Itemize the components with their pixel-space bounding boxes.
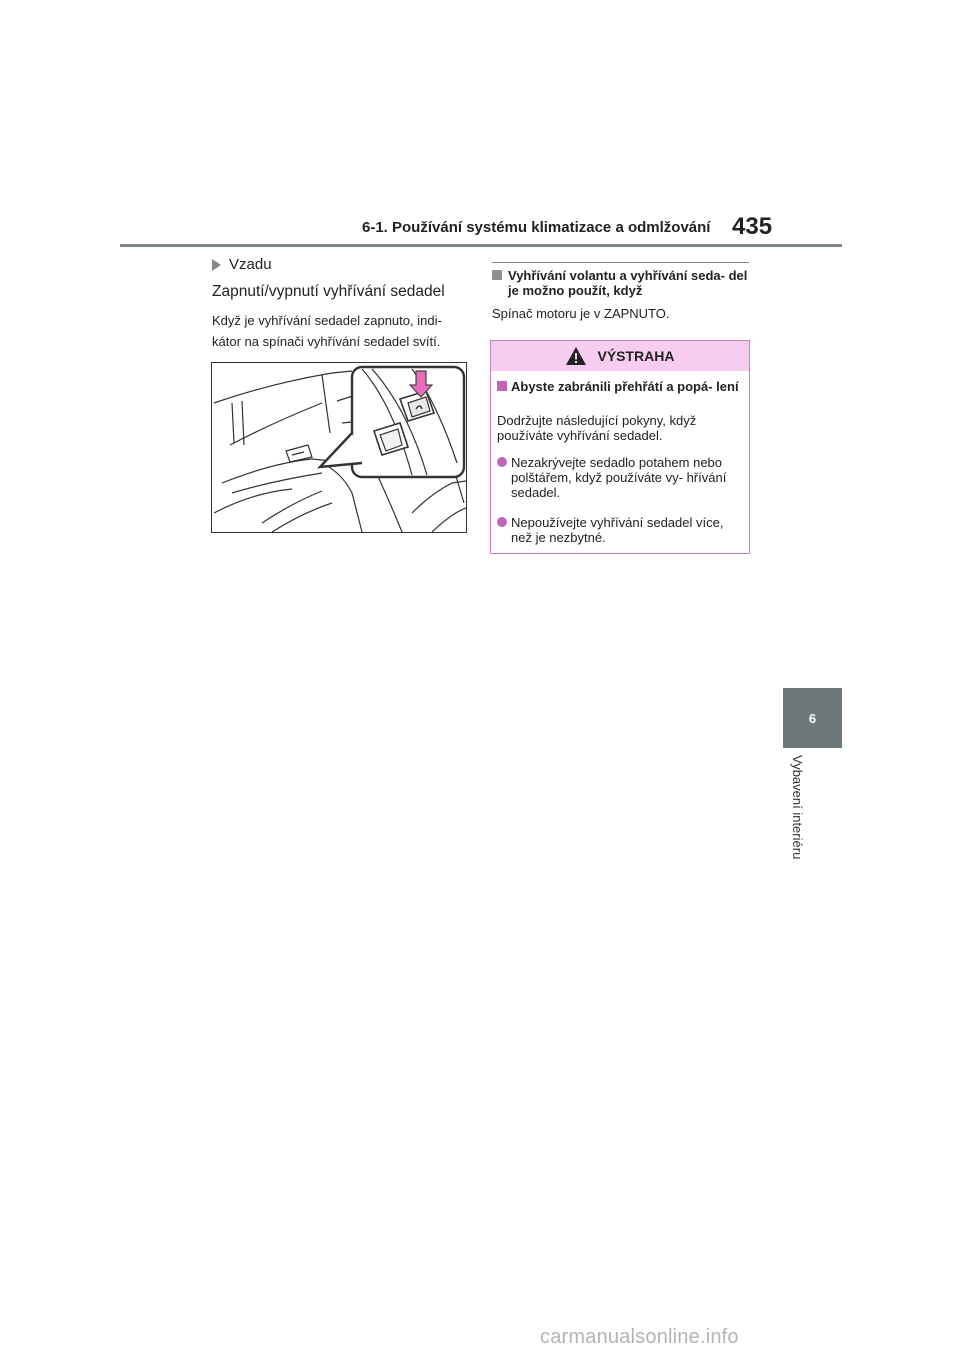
subheading	[212, 256, 272, 273]
warning-triangle-icon	[565, 346, 587, 366]
round-bullet-icon	[497, 517, 507, 527]
chapter-number: 6	[808, 710, 817, 726]
condition-divider	[492, 262, 749, 263]
round-bullet-icon	[497, 457, 507, 467]
condition-heading	[492, 268, 752, 298]
warning-body: Dodržujte následující pokyny, když používáte vyhřívání sedadel.	[497, 413, 697, 443]
square-bullet-icon	[492, 270, 502, 280]
triangle-bullet-icon	[212, 259, 221, 271]
warning-header	[491, 341, 749, 371]
warning-bullet	[497, 515, 741, 545]
warning-subheading-text: Abyste zabránili přehřátí a popá- lení	[511, 379, 739, 394]
condition-heading-text: Vyhřívání volantu a vyhřívání seda- del je možno použít, když	[508, 268, 748, 298]
subheading-text: Vzadu	[229, 256, 272, 273]
chapter-title: Vybavení interiéru	[790, 755, 805, 860]
body-paragraph: Když je vyhřívání sedadel zapnuto, indi- kátor na spínači vyhřívání sedadel svítí.	[212, 313, 442, 349]
rear-seat-heater-switch-illustration-icon	[212, 363, 466, 532]
watermark: carmanualsonline.info	[540, 1326, 739, 1348]
square-bullet-icon	[497, 381, 507, 391]
condition-text: Spínač motoru je v ZAPNUTO.	[492, 306, 670, 321]
warning-title: VÝSTRAHA	[597, 348, 675, 364]
page-number: 435	[732, 213, 773, 240]
warning-bullet-text: Nepoužívejte vyhřívání sedadel více, než je nezbytné.	[511, 515, 724, 545]
header-divider	[120, 244, 842, 247]
seat-heater-switch-figure	[211, 362, 467, 533]
chapter-tab	[783, 688, 842, 748]
section-title: Zapnutí/vypnutí vyhřívání sedadel	[212, 283, 445, 300]
warning-box	[490, 340, 750, 554]
warning-subheading	[497, 379, 741, 394]
warning-bullet	[497, 455, 741, 500]
header-section-title: 6-1. Používání systému klimatizace a odmlžování	[362, 219, 711, 236]
warning-bullet-text: Nezakrývejte sedadlo potahem nebo polštářem, když používáte vy- hřívání sedadel.	[511, 455, 727, 500]
